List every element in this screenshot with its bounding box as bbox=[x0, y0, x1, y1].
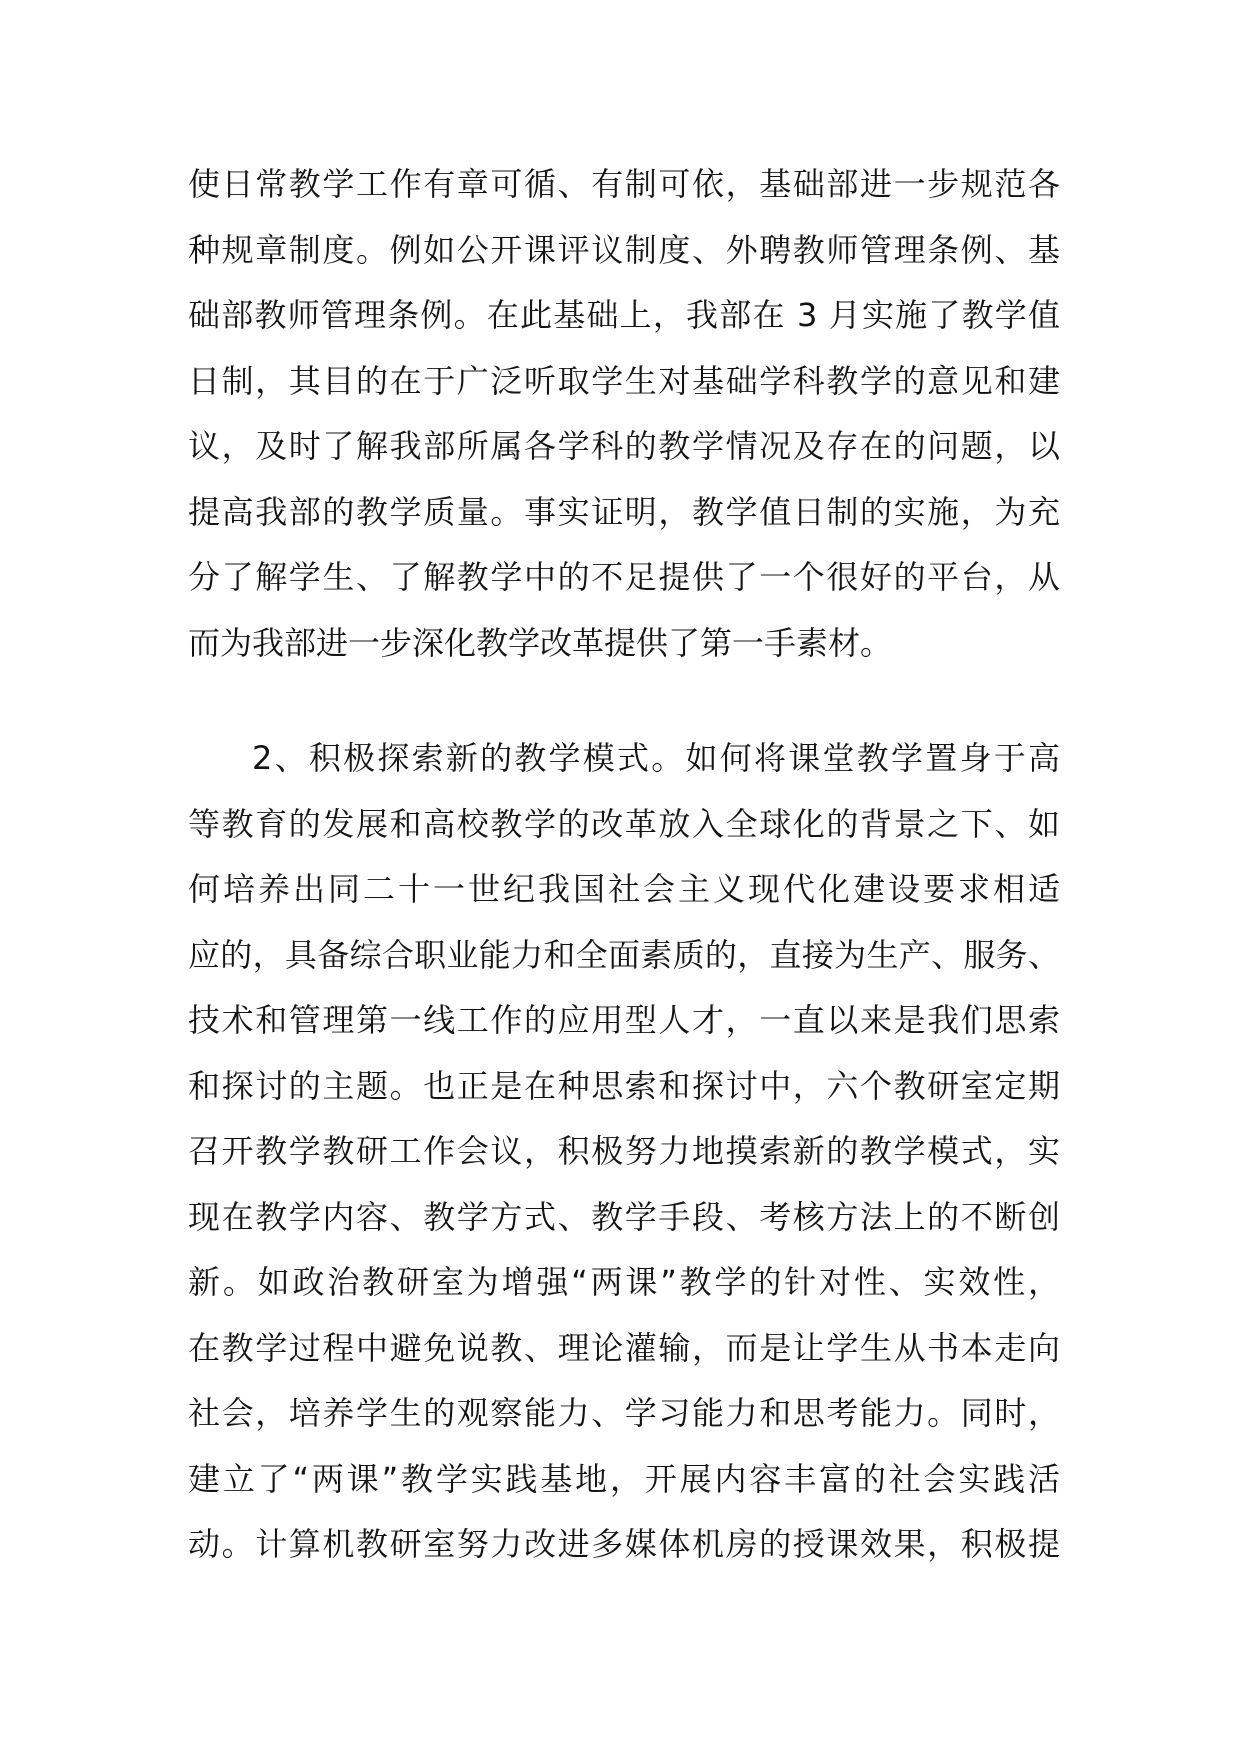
text-line: 社会，培养学生的观察能力、学习能力和思考能力。同时， bbox=[188, 1394, 1060, 1432]
text-line: 分了解学生、了解教学中的不足提供了一个很好的平台，从 bbox=[188, 558, 1060, 596]
text-line: 础部教师管理条例。在此基础上，我部在 3 月实施了教学值 bbox=[188, 296, 1060, 334]
text-line: 技术和管理第一线工作的应用型人才，一直以来是我们思索 bbox=[188, 1001, 1060, 1039]
text-line: 何培养出同二十一世纪我国社会主义现代化建设要求相适 bbox=[188, 870, 1060, 908]
text-line: 议，及时了解我部所属各学科的教学情况及存在的问题，以 bbox=[188, 427, 1060, 465]
text-line: 种规章制度。例如公开课评议制度、外聘教师管理条例、基 bbox=[188, 230, 1060, 269]
text-line: 而为我部进一步深化教学改革提供了第一手素材。 bbox=[188, 623, 893, 662]
text-line: 2、积极探索新的教学模式。如何将课堂教学置身于高 bbox=[252, 739, 1060, 777]
text-line: 使日常教学工作有章可循、有制可依，基础部进一步规范各 bbox=[188, 165, 1060, 203]
text-line: 在教学过程中避免说教、理论灌输，而是让学生从书本走向 bbox=[188, 1328, 1060, 1367]
text-line: 建立了“两课”教学实践基地，开展内容丰富的社会实践活 bbox=[188, 1459, 1060, 1498]
text-line: 新。如政治教研室为增强“两课”教学的针对性、实效性， bbox=[188, 1263, 1060, 1301]
paragraph-1 bbox=[188, 152, 1060, 676]
paragraph-2 bbox=[188, 726, 1060, 1578]
text-line: 应的，具备综合职业能力和全面素质的，直接为生产、服务、 bbox=[188, 935, 1060, 974]
text-line: 等教育的发展和高校教学的改革放入全球化的背景之下、如 bbox=[188, 804, 1060, 843]
text-line: 现在教学内容、教学方式、教学手段、考核方法上的不断创 bbox=[188, 1197, 1060, 1236]
text-line: 和探讨的主题。也正是在种思索和探讨中，六个教研室定期 bbox=[188, 1066, 1060, 1105]
text-line: 召开教学教研工作会议，积极努力地摸索新的教学模式，实 bbox=[188, 1132, 1060, 1170]
text-line: 提高我部的教学质量。事实证明，教学值日制的实施，为充 bbox=[188, 492, 1060, 531]
text-line: 动。计算机教研室努力改进多媒体机房的授课效果，积极提 bbox=[188, 1525, 1060, 1563]
text-line: 日制，其目的在于广泛听取学生对基础学科教学的意见和建 bbox=[188, 361, 1060, 400]
